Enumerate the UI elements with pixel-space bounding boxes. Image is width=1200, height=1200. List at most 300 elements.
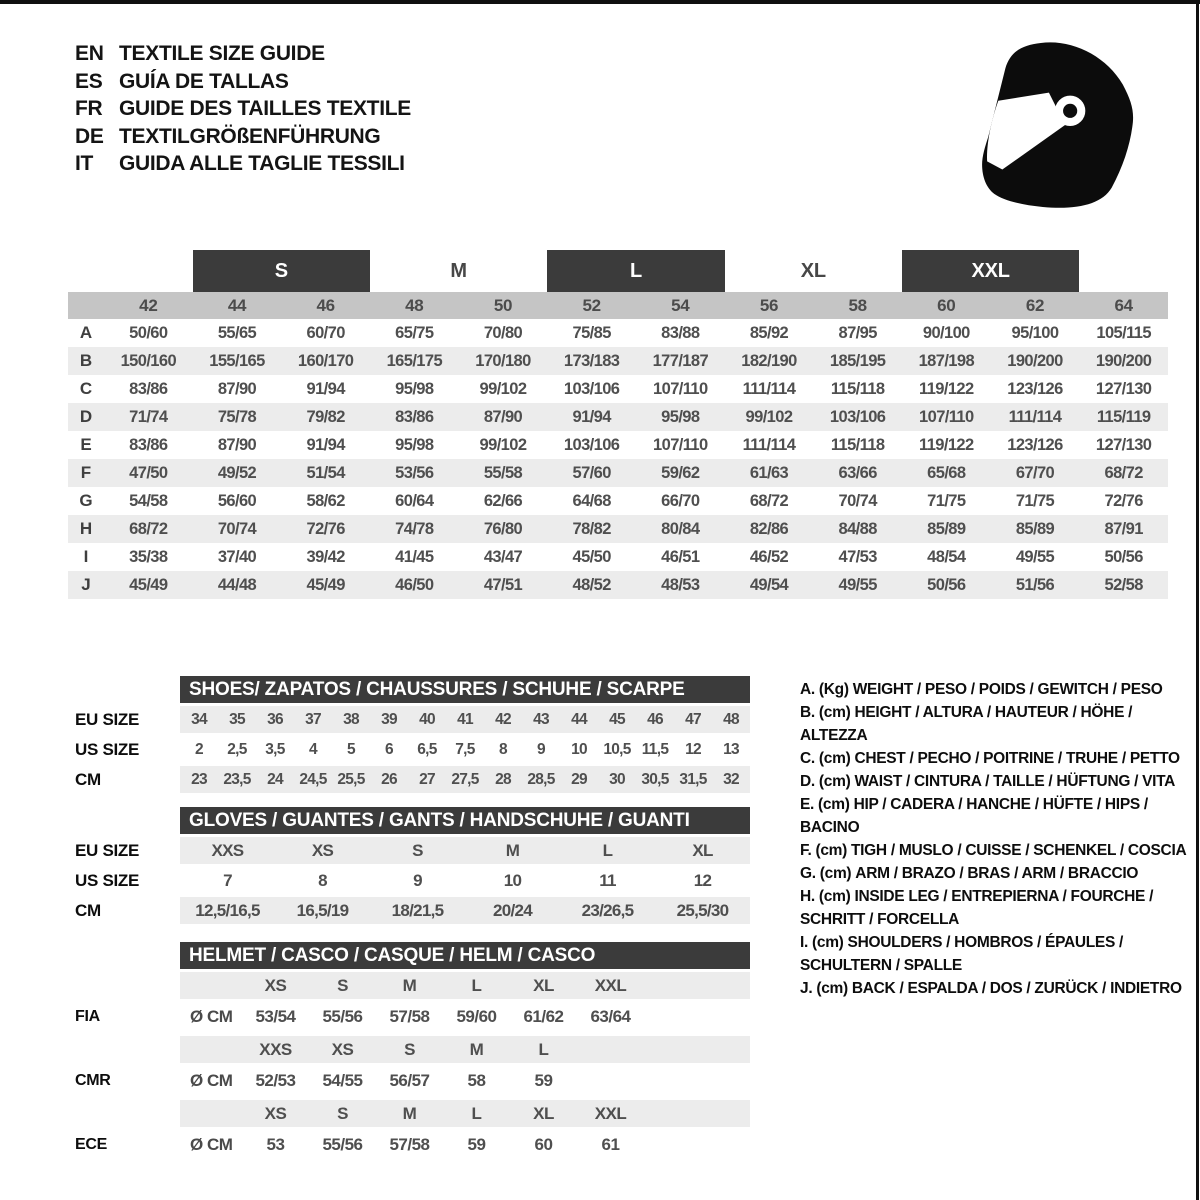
size-cell: 55/56 — [322, 1007, 363, 1026]
standard-label: ECE — [75, 1136, 107, 1153]
size-cell: 23,5 — [223, 770, 251, 788]
size-sections-column — [68, 676, 750, 1174]
size-cell: 61 — [601, 1135, 620, 1154]
row-label: CM — [75, 900, 101, 920]
size-cell: 87/90 — [217, 435, 257, 454]
size-cell: 12,5/16,5 — [195, 900, 260, 920]
row-label: F — [80, 463, 92, 482]
size-cell: 11 — [599, 870, 616, 890]
legend-key: H. (cm) — [800, 888, 851, 905]
legend-item — [800, 747, 1200, 770]
size-cell: 38 — [343, 710, 359, 728]
size-cell: 59/62 — [661, 463, 700, 482]
size-cell: 150/160 — [120, 351, 177, 370]
size-cell: 44 — [571, 710, 587, 728]
size-cell: 40 — [419, 710, 435, 728]
size-cell: 30 — [609, 770, 625, 788]
row-label: B — [79, 351, 93, 370]
helmet-size-label: XXL — [594, 1103, 627, 1123]
size-cell: 11,5 — [641, 740, 669, 758]
row-label: D — [79, 407, 93, 426]
size-cell: 57/58 — [389, 1135, 430, 1154]
table-row — [68, 837, 750, 864]
size-cell: 43 — [533, 710, 549, 728]
table-row — [68, 431, 1168, 459]
helmet-size-label: S — [404, 1039, 415, 1059]
size-cell: 83/88 — [661, 323, 700, 342]
language-code: EN — [75, 42, 104, 65]
size-band: XXL — [902, 250, 1079, 292]
legend-item — [800, 793, 1200, 839]
legend-text: WEIGHT / PESO / POIDS / GEWITCH / PESO — [852, 681, 1163, 698]
guide-title: TEXTILGRÖßENFÜHRUNG — [119, 124, 381, 148]
size-cell: 2,5 — [227, 740, 247, 758]
unit-spacer — [180, 1036, 242, 1063]
size-cell: 58 — [467, 1071, 486, 1090]
legend-text: TIGH / MUSLO / CUISSE / SCHENKEL / COSCIA — [851, 842, 1187, 859]
size-cell: 72/76 — [306, 519, 345, 538]
helmet-size-label: XXS — [259, 1039, 292, 1059]
helmet-size-label: XL — [533, 975, 554, 995]
size-cell: 50/56 — [1104, 547, 1143, 566]
frame-border-top — [0, 0, 1200, 4]
guide-title: GUIDE DES TAILLES TEXTILE — [119, 97, 411, 120]
table-row — [68, 766, 750, 793]
language-row — [75, 40, 411, 68]
legend-text: INSIDE LEG / ENTREPIERNA / FOURCHE / SCHRITT / FORCELLA — [800, 888, 1154, 928]
size-cell: 46 — [647, 710, 663, 728]
lower-section — [68, 676, 1190, 1174]
size-cell: 32 — [723, 770, 739, 788]
helmet-values-row — [68, 1130, 750, 1160]
size-band: L — [547, 250, 724, 292]
size-cell: 95/100 — [1011, 323, 1059, 342]
language-title-block — [75, 40, 411, 178]
size-cell: 103/106 — [829, 407, 886, 426]
size-cell: 59/60 — [456, 1007, 497, 1026]
size-cell: 115/119 — [1096, 407, 1151, 426]
shoes-section-title: SHOES/ ZAPATOS / CHAUSSURES / SCHUHE / SCARPE — [180, 676, 750, 703]
legend-text: ARM / BRAZO / BRAS / ARM / BRACCIO — [855, 865, 1139, 882]
table-row — [68, 487, 1168, 515]
size-cell: 37 — [305, 710, 321, 728]
size-cell: 59 — [467, 1135, 486, 1154]
size-cell: 70/74 — [838, 491, 877, 510]
size-cell: 85/89 — [927, 519, 966, 538]
size-cell: 74/78 — [395, 519, 434, 538]
language-row — [75, 68, 411, 96]
legend-key: I. (cm) — [800, 934, 844, 951]
size-column-header: 42 — [139, 295, 158, 315]
legend-text: HIP / CADERA / HANCHE / HÜFTE / HIPS / BACINO — [800, 796, 1148, 836]
size-cell: 2 — [195, 740, 203, 758]
guide-title: TEXTILE SIZE GUIDE — [119, 42, 325, 65]
legend-text: BACK / ESPALDA / DOS / ZURÜCK / INDIETRO — [851, 980, 1182, 997]
size-cell: 25,5 — [337, 770, 365, 788]
size-cell: 57/58 — [389, 1007, 430, 1026]
size-cell: 170/180 — [475, 351, 531, 370]
size-cell: 58/62 — [306, 491, 345, 510]
size-cell: 83/86 — [395, 407, 434, 426]
size-cell: 45/50 — [572, 547, 611, 566]
size-cell: 3,5 — [265, 740, 285, 758]
size-cell: 43/47 — [483, 547, 523, 566]
legend-text: CHEST / PECHO / POITRINE / TRUHE / PETTO — [854, 750, 1180, 767]
row-label-spacer — [68, 1100, 180, 1127]
legend-item — [800, 977, 1200, 1000]
band-spacer — [68, 250, 193, 292]
helmet-size-label: L — [538, 1039, 549, 1059]
size-cell: 47/51 — [483, 575, 523, 594]
size-column-header: 52 — [582, 295, 601, 315]
gloves-section — [68, 807, 750, 924]
standard-label: CMR — [75, 1072, 111, 1089]
size-cell: 7,5 — [455, 740, 475, 758]
racing-helmet-icon — [982, 42, 1134, 209]
size-cell: 75/85 — [572, 323, 611, 342]
helmet-size-label: XS — [264, 975, 287, 995]
row-label: EU SIZE — [75, 709, 140, 729]
size-cell: 28 — [495, 770, 511, 788]
size-cell: 35 — [229, 710, 245, 728]
table-row — [68, 347, 1168, 375]
standard-label: FIA — [75, 1008, 100, 1025]
helmet-values-row — [68, 1066, 750, 1096]
size-cell: 71/74 — [129, 407, 168, 426]
size-cell: 182/190 — [741, 351, 797, 370]
size-cell: M — [505, 840, 520, 860]
shoes-rows — [68, 706, 750, 793]
row-label: E — [80, 435, 92, 454]
size-cell: 91/94 — [306, 379, 345, 398]
measurement-legend — [800, 676, 1200, 1174]
size-column-header: 50 — [493, 295, 513, 315]
size-cell: 59 — [534, 1071, 553, 1090]
size-cell: 50/56 — [927, 575, 966, 594]
size-column-header: 58 — [848, 295, 867, 315]
size-cell: 42 — [495, 710, 511, 728]
size-cell: 123/126 — [1007, 379, 1063, 398]
helmet-size-label: M — [402, 975, 417, 995]
size-cell: 56/60 — [217, 491, 257, 510]
size-cell: 57/60 — [572, 463, 611, 482]
size-column-header: 64 — [1114, 295, 1133, 315]
size-cell: 6 — [385, 740, 393, 758]
size-cell: 155/165 — [209, 351, 265, 370]
language-code: IT — [75, 152, 94, 175]
size-cell: 46/52 — [749, 547, 789, 566]
size-cell: 18/21,5 — [391, 900, 444, 920]
gloves-rows — [68, 837, 750, 924]
size-cell: 35/38 — [129, 547, 168, 566]
size-cell: 111/114 — [742, 379, 796, 398]
size-band: XL — [800, 259, 826, 282]
size-cell: 127/130 — [1095, 435, 1152, 454]
table-row — [68, 375, 1168, 403]
table-row — [68, 571, 1168, 599]
row-label-spacer — [68, 1036, 180, 1063]
size-cell: 55/56 — [322, 1135, 363, 1154]
size-cell: 95/98 — [395, 379, 434, 398]
size-cell: 78/82 — [572, 519, 611, 538]
shoes-section — [68, 676, 750, 793]
size-cell: 16,5/19 — [296, 900, 349, 920]
size-cell: 49/55 — [1015, 547, 1055, 566]
size-column-header: 44 — [227, 295, 247, 315]
size-cell: 46/50 — [395, 575, 434, 594]
size-cell: 44/48 — [217, 575, 257, 594]
size-cell: 61/63 — [749, 463, 789, 482]
table-row — [68, 515, 1168, 543]
language-code: ES — [75, 69, 103, 93]
size-cell: 23/26,5 — [581, 900, 634, 920]
helmet-size-label: XS — [264, 1103, 287, 1123]
diameter-unit-label: Ø CM — [190, 1071, 233, 1090]
size-cell: 111/114 — [742, 435, 796, 454]
size-cell: 65/75 — [395, 323, 434, 342]
size-cell: 105/115 — [1096, 323, 1151, 342]
band-spacer — [1079, 250, 1168, 292]
size-cell: 79/82 — [306, 407, 345, 426]
size-cell: 99/102 — [479, 435, 527, 454]
size-cell: 70/80 — [483, 323, 523, 342]
legend-key: A. (Kg) — [800, 681, 849, 698]
size-cell: 67/70 — [1015, 463, 1055, 482]
size-cell: 62/66 — [483, 491, 523, 510]
size-column-header: 46 — [316, 295, 335, 315]
size-band: M — [450, 259, 467, 282]
size-cell: 51/56 — [1015, 575, 1055, 594]
size-cell: 47/50 — [129, 463, 168, 482]
size-cell: 111/114 — [1008, 407, 1062, 426]
size-cell: 65/68 — [927, 463, 966, 482]
size-cell: 83/86 — [129, 435, 168, 454]
size-cell: 20/24 — [492, 900, 533, 920]
size-cell: 49/55 — [838, 575, 877, 594]
size-cell: 46/51 — [661, 547, 700, 566]
size-cell: 60 — [534, 1135, 553, 1154]
size-cell: 63/66 — [838, 463, 877, 482]
legend-item — [800, 931, 1200, 977]
size-cell: 82/86 — [749, 519, 789, 538]
legend-item — [800, 701, 1200, 747]
legend-key: F. (cm) — [800, 842, 847, 859]
size-cell: 84/88 — [838, 519, 877, 538]
unit-spacer — [180, 1100, 242, 1127]
language-row — [75, 95, 411, 123]
table-row — [68, 403, 1168, 431]
size-cell: 7 — [223, 870, 232, 890]
helmet-size-label: S — [337, 1103, 348, 1123]
helmet-sizes-row — [68, 1100, 750, 1127]
size-cell: 10 — [571, 740, 587, 758]
guide-title: GUÍA DE TALLAS — [119, 69, 289, 93]
language-row — [75, 123, 411, 151]
row-label: EU SIZE — [75, 840, 140, 860]
size-cell: 10 — [503, 870, 522, 890]
size-column-header: 54 — [671, 295, 690, 315]
size-cell: 30,5 — [641, 770, 669, 788]
size-cell: 6,5 — [417, 740, 437, 758]
size-cell: 8 — [499, 740, 507, 758]
size-cell: 107/110 — [919, 407, 974, 426]
language-row — [75, 150, 411, 178]
size-cell: 85/89 — [1015, 519, 1055, 538]
size-cell: 107/110 — [653, 435, 708, 454]
legend-key: C. (cm) — [800, 750, 851, 767]
size-cell: XXS — [211, 840, 244, 860]
legend-key: J. (cm) — [800, 980, 848, 997]
size-cell: 173/183 — [563, 351, 620, 370]
size-cell: 8 — [318, 870, 327, 890]
language-code: DE — [75, 124, 104, 148]
size-cell: 165/175 — [386, 351, 443, 370]
size-cell: 87/91 — [1104, 519, 1143, 538]
size-cell: 52/53 — [255, 1071, 296, 1090]
helmet-size-label: XS — [331, 1039, 354, 1059]
size-cell: 55/65 — [217, 323, 257, 342]
size-cell: 39 — [381, 710, 397, 728]
size-cell: 187/198 — [918, 351, 975, 370]
helmet-size-label: XXL — [594, 975, 627, 995]
size-cell: 90/100 — [922, 323, 970, 342]
size-cell: 95/98 — [661, 407, 700, 426]
language-code: FR — [75, 97, 103, 120]
textile-size-table — [68, 250, 1168, 599]
helmet-size-label: M — [402, 1103, 417, 1123]
legend-key: D. (cm) — [800, 773, 851, 790]
size-cell: 53/56 — [395, 463, 434, 482]
legend-item — [800, 678, 1200, 701]
size-cell: 47/53 — [838, 547, 877, 566]
size-cell: 51/54 — [306, 463, 345, 482]
size-cell: 9 — [537, 740, 545, 758]
size-cell: 68/72 — [1104, 463, 1143, 482]
size-cell: 24 — [267, 770, 283, 788]
size-column-header: 62 — [1025, 295, 1045, 315]
size-cell: 12 — [685, 740, 701, 758]
size-cell: 10,5 — [603, 740, 631, 758]
helmet-groups — [68, 972, 750, 1160]
helmet-section-title: HELMET / CASCO / CASQUE / HELM / CASCO — [180, 942, 750, 969]
size-cell: 41 — [457, 710, 473, 728]
row-label: CM — [75, 769, 101, 789]
size-cell: 91/94 — [572, 407, 611, 426]
size-cell: 24,5 — [299, 770, 327, 788]
size-cell: 29 — [571, 770, 587, 788]
diameter-unit-label: Ø CM — [190, 1135, 233, 1154]
size-cell: 75/78 — [217, 407, 257, 426]
table-row — [68, 319, 1168, 347]
size-cell: 26 — [381, 770, 397, 788]
size-cell: 103/106 — [563, 435, 620, 454]
size-column-header-row — [68, 292, 1168, 319]
size-cell: XL — [692, 840, 713, 860]
size-cell: 48/52 — [572, 575, 611, 594]
size-cell: 91/94 — [306, 435, 345, 454]
helmet-section — [68, 942, 750, 1160]
size-cell: 45/49 — [129, 575, 168, 594]
size-cell: 49/52 — [217, 463, 257, 482]
size-cell: 12 — [693, 870, 712, 890]
guide-title: GUIDA ALLE TAGLIE TESSILI — [119, 152, 405, 175]
textile-rows — [68, 319, 1168, 599]
helmet-sizes-row — [68, 1036, 750, 1063]
size-cell: 71/75 — [927, 491, 966, 510]
size-cell: 13 — [723, 740, 739, 758]
legend-item — [800, 885, 1200, 931]
size-cell: 4 — [309, 740, 317, 758]
legend-text: SHOULDERS / HOMBROS / ÉPAULES / SCHULTERN / SPALLE — [800, 934, 1124, 974]
size-cell: 48/53 — [661, 575, 700, 594]
row-label: H — [79, 519, 93, 538]
size-cell: 99/102 — [479, 379, 527, 398]
size-cell: 72/76 — [1104, 491, 1143, 510]
legend-item — [800, 770, 1200, 793]
size-cell: 5 — [347, 740, 355, 758]
size-cell: 107/110 — [653, 379, 708, 398]
size-cell: 52/58 — [1104, 575, 1143, 594]
size-cell: 25,5/30 — [676, 900, 729, 920]
size-cell: 34 — [191, 710, 207, 728]
table-row — [68, 736, 750, 763]
table-row — [68, 543, 1168, 571]
size-cell: 87/90 — [483, 407, 523, 426]
helmet-size-label: L — [471, 975, 482, 995]
row-label: J — [81, 575, 91, 594]
table-row — [68, 706, 750, 733]
row-label: US SIZE — [75, 870, 140, 890]
unit-spacer — [180, 972, 242, 999]
size-cell: 85/92 — [749, 323, 789, 342]
gloves-section-title: GLOVES / GUANTES / GANTS / HANDSCHUHE / GUANTI — [180, 807, 750, 834]
size-cell: 23 — [191, 770, 207, 788]
size-cell: 54/58 — [129, 491, 168, 510]
size-cell: 36 — [267, 710, 283, 728]
helmet-size-label: L — [471, 1103, 482, 1123]
row-label: A — [79, 323, 93, 342]
helmet-values-row — [68, 1002, 750, 1032]
size-cell: 45 — [609, 710, 625, 728]
size-cell: 190/200 — [1007, 351, 1063, 370]
size-cell: 9 — [413, 870, 422, 890]
legend-key: B. (cm) — [800, 704, 851, 721]
size-cell: 56/57 — [389, 1071, 430, 1090]
size-cell: 28,5 — [527, 770, 555, 788]
size-cell: 55/58 — [483, 463, 523, 482]
size-column-header: 48 — [405, 295, 424, 315]
size-cell: 115/118 — [830, 379, 885, 398]
column-header-spacer — [68, 292, 104, 319]
size-cell: 39/42 — [306, 547, 345, 566]
helmet-size-label: M — [469, 1039, 484, 1059]
row-label: C — [79, 379, 93, 398]
row-label: I — [83, 547, 89, 566]
row-label: G — [79, 491, 93, 510]
size-cell: 53 — [266, 1135, 285, 1154]
size-cell: 70/74 — [217, 519, 257, 538]
size-cell: 63/64 — [590, 1007, 631, 1026]
legend-key: E. (cm) — [800, 796, 850, 813]
helmet-size-label: XL — [533, 1103, 554, 1123]
size-cell: 54/55 — [322, 1071, 363, 1090]
size-cell: 185/195 — [829, 351, 886, 370]
size-cell: 71/75 — [1015, 491, 1055, 510]
diameter-unit-label: Ø CM — [190, 1007, 233, 1026]
size-cell: 27 — [419, 770, 435, 788]
size-band-row — [68, 250, 1168, 292]
row-label: US SIZE — [75, 739, 140, 759]
